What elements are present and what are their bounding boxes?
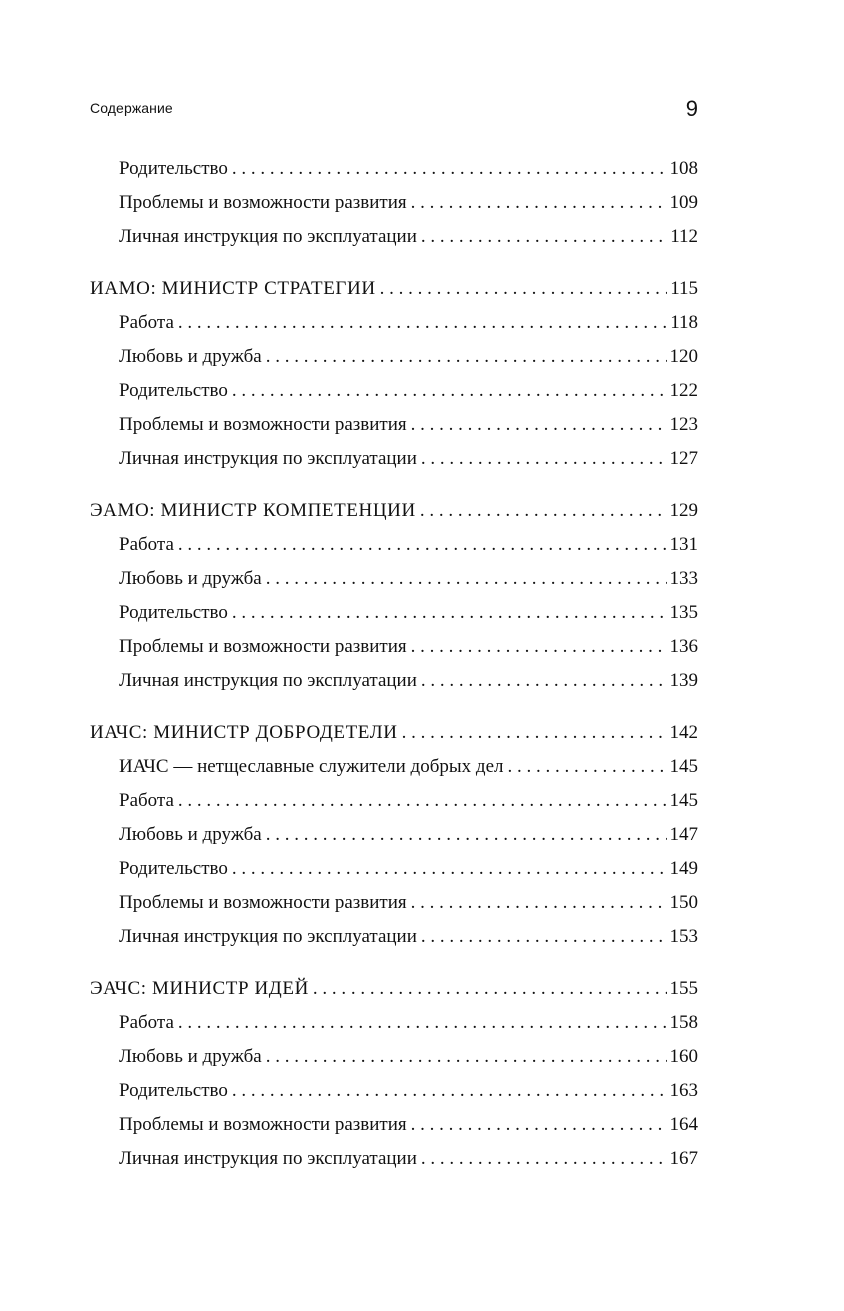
dot-leader	[411, 408, 667, 442]
dot-leader	[421, 664, 667, 698]
toc-entry-page: 145	[669, 756, 698, 777]
toc-entry[interactable]	[90, 562, 698, 596]
toc-entry-page: 147	[669, 824, 698, 845]
toc-entry[interactable]	[90, 784, 698, 818]
toc-entry[interactable]	[90, 186, 698, 220]
dot-leader	[266, 340, 667, 374]
toc-chapter[interactable]	[90, 272, 698, 306]
toc-entry-page: 123	[669, 414, 698, 435]
toc-entry-title: Проблемы и возможности развития	[119, 636, 407, 657]
toc-chapter-page: 129	[669, 500, 698, 521]
page-header	[90, 96, 698, 126]
toc-chapter-title: ИАМО: МИНИСТР СТРАТЕГИИ	[90, 278, 376, 299]
toc-entry-page: 160	[669, 1046, 698, 1067]
toc-chapter-page: 115	[670, 278, 698, 299]
dot-leader	[232, 1074, 667, 1108]
dot-leader	[421, 220, 667, 254]
page-number: 9	[685, 96, 698, 121]
dot-leader	[232, 852, 667, 886]
toc-entry[interactable]	[90, 886, 698, 920]
dot-leader	[313, 972, 667, 1006]
toc-entry[interactable]	[90, 220, 698, 254]
toc-section	[90, 272, 698, 476]
toc-entry-title: Любовь и дружба	[119, 824, 262, 845]
dot-leader	[411, 186, 667, 220]
dot-leader	[402, 716, 667, 750]
dot-leader	[420, 494, 667, 528]
toc-entry-page: 167	[669, 1148, 698, 1169]
toc-entry-title: Работа	[119, 1012, 174, 1033]
toc-entry-page: 164	[669, 1114, 698, 1135]
toc-entry-title: Проблемы и возможности развития	[119, 192, 407, 213]
toc-entry-page: 108	[669, 158, 698, 179]
toc-entry-page: 163	[669, 1080, 698, 1101]
toc-entry-title: Работа	[119, 790, 174, 811]
toc-entry[interactable]	[90, 528, 698, 562]
toc-entry-title: Родительство	[119, 602, 228, 623]
dot-leader	[266, 818, 667, 852]
toc-chapter-title: ЭАМО: МИНИСТР КОМПЕТЕНЦИИ	[90, 500, 416, 521]
toc-entry-page: 112	[670, 226, 698, 247]
toc-entry[interactable]	[90, 1006, 698, 1040]
dot-leader	[178, 1006, 667, 1040]
running-header-title: Содержание	[90, 100, 173, 116]
toc-entry[interactable]	[90, 596, 698, 630]
toc-entry-title: Родительство	[119, 858, 228, 879]
dot-leader	[380, 272, 668, 306]
toc-entry[interactable]	[90, 408, 698, 442]
dot-leader	[232, 152, 667, 186]
toc-entry-page: 133	[669, 568, 698, 589]
toc-entry[interactable]	[90, 1074, 698, 1108]
toc-entry-page: 135	[669, 602, 698, 623]
toc-entry-title: Проблемы и возможности развития	[119, 892, 407, 913]
toc-entry-page: 136	[669, 636, 698, 657]
toc-entry-title: Любовь и дружба	[119, 346, 262, 367]
toc-entry[interactable]	[90, 818, 698, 852]
toc-entry-title: Родительство	[119, 1080, 228, 1101]
toc-entry-page: 122	[669, 380, 698, 401]
toc-entry[interactable]	[90, 374, 698, 408]
toc-entry[interactable]	[90, 852, 698, 886]
toc-entry[interactable]	[90, 920, 698, 954]
toc-entry-title: Работа	[119, 534, 174, 555]
toc-entry-title: Проблемы и возможности развития	[119, 414, 407, 435]
toc-entry[interactable]	[90, 306, 698, 340]
toc-section	[90, 716, 698, 954]
dot-leader	[411, 886, 667, 920]
toc-entry[interactable]	[90, 750, 698, 784]
toc-entry-title: Личная инструкция по эксплуатации	[119, 448, 417, 469]
toc-entry-title: Родительство	[119, 158, 228, 179]
toc-entry-page: 139	[669, 670, 698, 691]
dot-leader	[421, 442, 667, 476]
toc-entry-page: 150	[669, 892, 698, 913]
dot-leader	[507, 750, 666, 784]
dot-leader	[266, 1040, 667, 1074]
toc-entry[interactable]	[90, 664, 698, 698]
dot-leader	[178, 528, 667, 562]
toc-entry-title: Любовь и дружба	[119, 568, 262, 589]
toc-entry-page: 158	[669, 1012, 698, 1033]
toc-chapter-title: ЭАЧС: МИНИСТР ИДЕЙ	[90, 978, 309, 999]
dot-leader	[266, 562, 667, 596]
toc-chapter[interactable]	[90, 972, 698, 1006]
toc-entry[interactable]	[90, 1142, 698, 1176]
dot-leader	[232, 596, 667, 630]
toc-entry-page: 109	[669, 192, 698, 213]
dot-leader	[411, 1108, 667, 1142]
toc-entry-page: 145	[669, 790, 698, 811]
toc-entry-page: 118	[670, 312, 698, 333]
toc-section	[90, 494, 698, 698]
toc-entry-page: 149	[669, 858, 698, 879]
toc-entry[interactable]	[90, 442, 698, 476]
dot-leader	[421, 1142, 667, 1176]
dot-leader	[232, 374, 667, 408]
toc-entry-title: Проблемы и возможности развития	[119, 1114, 407, 1135]
toc-entry-title: Личная инструкция по эксплуатации	[119, 670, 417, 691]
toc-chapter-page: 155	[669, 978, 698, 999]
toc-chapter[interactable]	[90, 716, 698, 750]
toc-chapter[interactable]	[90, 494, 698, 528]
toc-entry-page: 131	[669, 534, 698, 555]
toc-entry-page: 127	[669, 448, 698, 469]
toc-entry-title: Личная инструкция по эксплуатации	[119, 926, 417, 947]
toc-entry[interactable]	[90, 152, 698, 186]
toc-chapter-title: ИАЧС: МИНИСТР ДОБРОДЕТЕЛИ	[90, 722, 398, 743]
toc-chapter-page: 142	[669, 722, 698, 743]
table-of-contents	[90, 152, 698, 1194]
dot-leader	[421, 920, 667, 954]
toc-entry[interactable]	[90, 1040, 698, 1074]
toc-entry[interactable]	[90, 630, 698, 664]
toc-entry-page: 120	[669, 346, 698, 367]
toc-continuation	[90, 152, 698, 254]
dot-leader	[178, 784, 667, 818]
toc-entry-page: 153	[669, 926, 698, 947]
toc-entry-title: Любовь и дружба	[119, 1046, 262, 1067]
toc-entry-title: Родительство	[119, 380, 228, 401]
dot-leader	[411, 630, 667, 664]
toc-entry-title: ИАЧС — нетщеславные служители добрых дел	[119, 756, 504, 777]
dot-leader	[178, 306, 667, 340]
toc-entry-title: Личная инструкция по эксплуатации	[119, 1148, 417, 1169]
toc-entry-title: Личная инструкция по эксплуатации	[119, 226, 417, 247]
toc-entry-title: Работа	[119, 312, 174, 333]
toc-section	[90, 972, 698, 1176]
toc-entry[interactable]	[90, 340, 698, 374]
toc-entry[interactable]	[90, 1108, 698, 1142]
